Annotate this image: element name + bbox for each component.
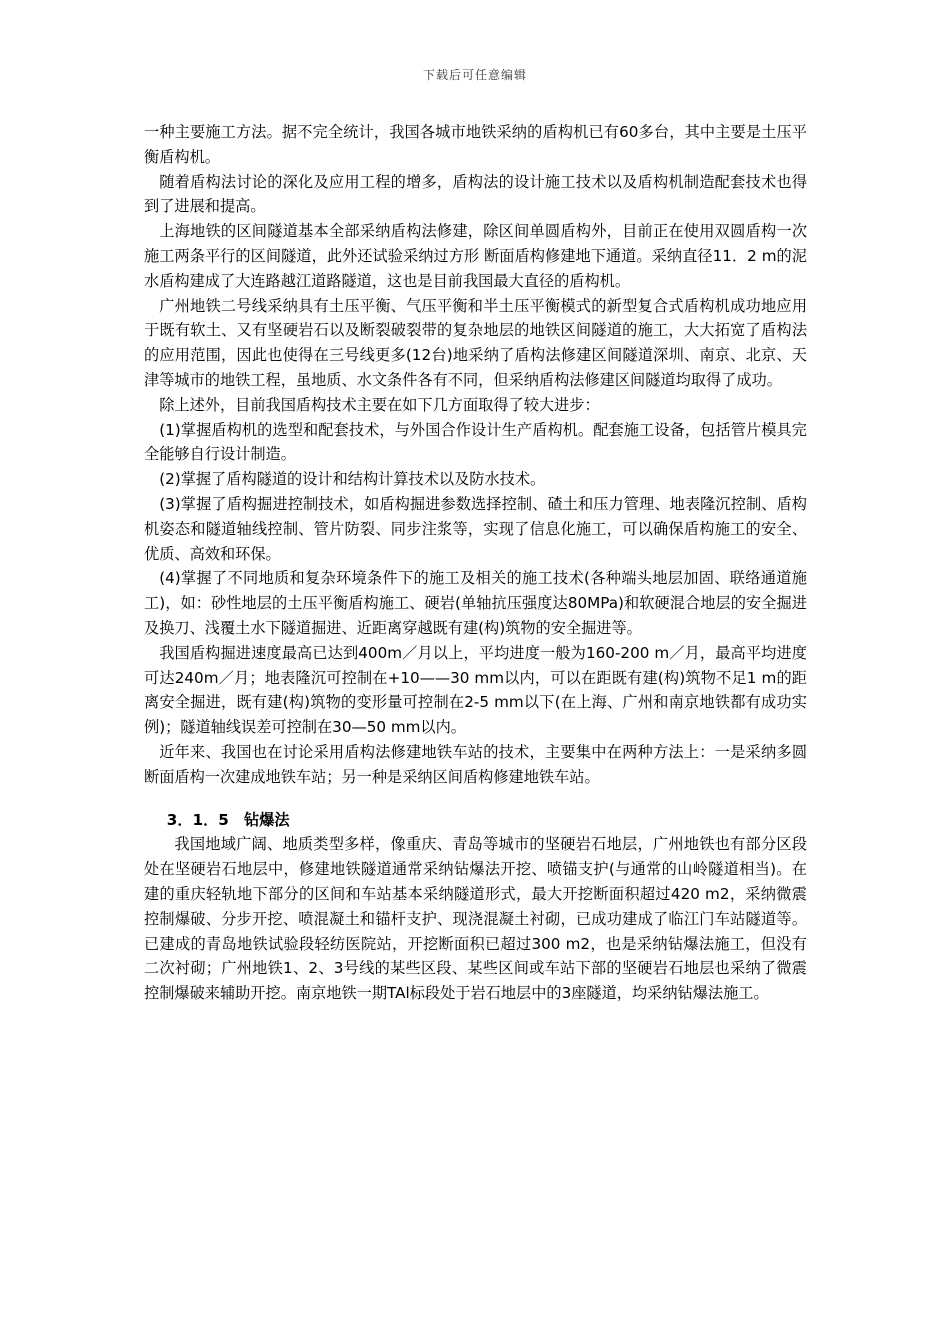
paragraph: 除上述外，目前我国盾构技术主要在如下几方面取得了较大进步： (159, 395, 600, 414)
page-header: 下载后可任意编辑 (422, 68, 527, 82)
paragraph: 我国地域广阔、地质类型多样，像重庆、青岛等城市的坚硬岩石地层，广州地铁也有部分区段处在坚硬岩石地层中，修建地铁隧道通常采纳钻爆法开挖、喷锚支护(与通常的山岭隧道相当)。在建的重庆轻轨地下部分的区间和车站基本采纳隧道形式，最大开挖断面积超过420 m2，采纳微震控制爆破、分步开挖、喷混凝土和锚杆支护、现浇混凝土衬砌，已成功建成了临江门车站隧道等。已建成的青岛地铁试验段轻纺医院站，开挖断面积已超过300 m2，也是采纳钻爆法施工，但没有二次衬砌；广州地铁1、2、3号线的某些区段、某些区间或车站下部的坚硬岩石地层也采纳了微震控制爆破来辅助开挖。南京地铁一期TAl标段处于岩石地层中的3座隧道，均采纳钻爆法施工。 (144, 835, 807, 1003)
document-body (144, 120, 807, 1006)
list-item: (1)掌握盾构机的选型和配套技术，与外国合作设计生产盾构机。配套施工设备，包括管片模具完全能够自行设计制造。 (144, 420, 807, 464)
paragraph: 一种主要施工方法。据不完全统计，我国各城市地铁采纳的盾构机已有60多台，其中主要是土压平衡盾构机。 (144, 123, 807, 166)
paragraph: 随着盾构法讨论的深化及应用工程的增多，盾构法的设计施工技术以及盾构机制造配套技术也得到了进展和提高。 (144, 172, 807, 216)
list-item: (4)掌握了不同地质和复杂环境条件下的施工及相关的施工技术(各种端头地层加固、联络通道施工)，如：砂性地层的土压平衡盾构施工、硬岩(单轴抗压强度达80MPa)和软硬混合地层的安全掘进及换刀、浅覆土水下隧道掘进、近距离穿越既有建(构)筑物的安全掘进等。 (144, 569, 807, 637)
paragraph: 广州地铁二号线采纳具有土压平衡、气压平衡和半土压平衡模式的新型复合式盾构机成功地应用于既有软土、又有坚硬岩石以及断裂破裂带的复杂地层的地铁区间隧道的施工，大大拓宽了盾构法的应用范围，因此也使得在三号线更多(12台)地采纳了盾构法修建区间隧道深圳、南京、北京、天津等城市的地铁工程，虽地质、水文条件各有不同，但采纳盾构法修建区间隧道均取得了成功。 (144, 296, 807, 389)
list-item: (2)掌握了盾构隧道的设计和结构计算技术以及防水技术。 (159, 470, 546, 489)
paragraph: 我国盾构掘进速度最高已达到400m／月以上，平均进度一般为160-200 m／月，最高平均进度可达240m／月；地表隆沉可控制在+10——30 mm以内，可以在距既有建(构)筑物不足1 m的距离安全掘进，既有建(构)筑物的变形量可控制在2-5 mm以下(在上海、广州和南京地铁都有成功实例)；隧道轴线误差可控制在30—50 mm以内。 (144, 643, 807, 737)
section-heading: 3．1．5 钻爆法 (166, 810, 290, 829)
paragraph: 近年来、我国也在讨论采用盾构法修建地铁车站的技术，主要集中在两种方法上：一是采纳多圆断面盾构一次建成地铁车站；另一种是采纳区间盾构修建地铁车站。 (144, 742, 807, 786)
list-item: (3)掌握了盾构掘进控制技术，如盾构掘进参数选择控制、碴土和压力管理、地表隆沉控制、盾构机姿态和隧道轴线控制、管片防裂、同步注浆等，实现了信息化施工，可以确保盾构施工的安全、优质、高效和环保。 (144, 494, 807, 563)
paragraph: 上海地铁的区间隧道基本全部采纳盾构法修建，除区间单圆盾构外，目前正在使用双圆盾构一次施工两条平行的区间隧道，此外还试验采纳过方形 断面盾构修建地下通道。采纳直径11．2 m的泥水盾构建成了大连路越江道路隧道，这也是目前我国最大直径的盾构机。 (144, 222, 807, 290)
